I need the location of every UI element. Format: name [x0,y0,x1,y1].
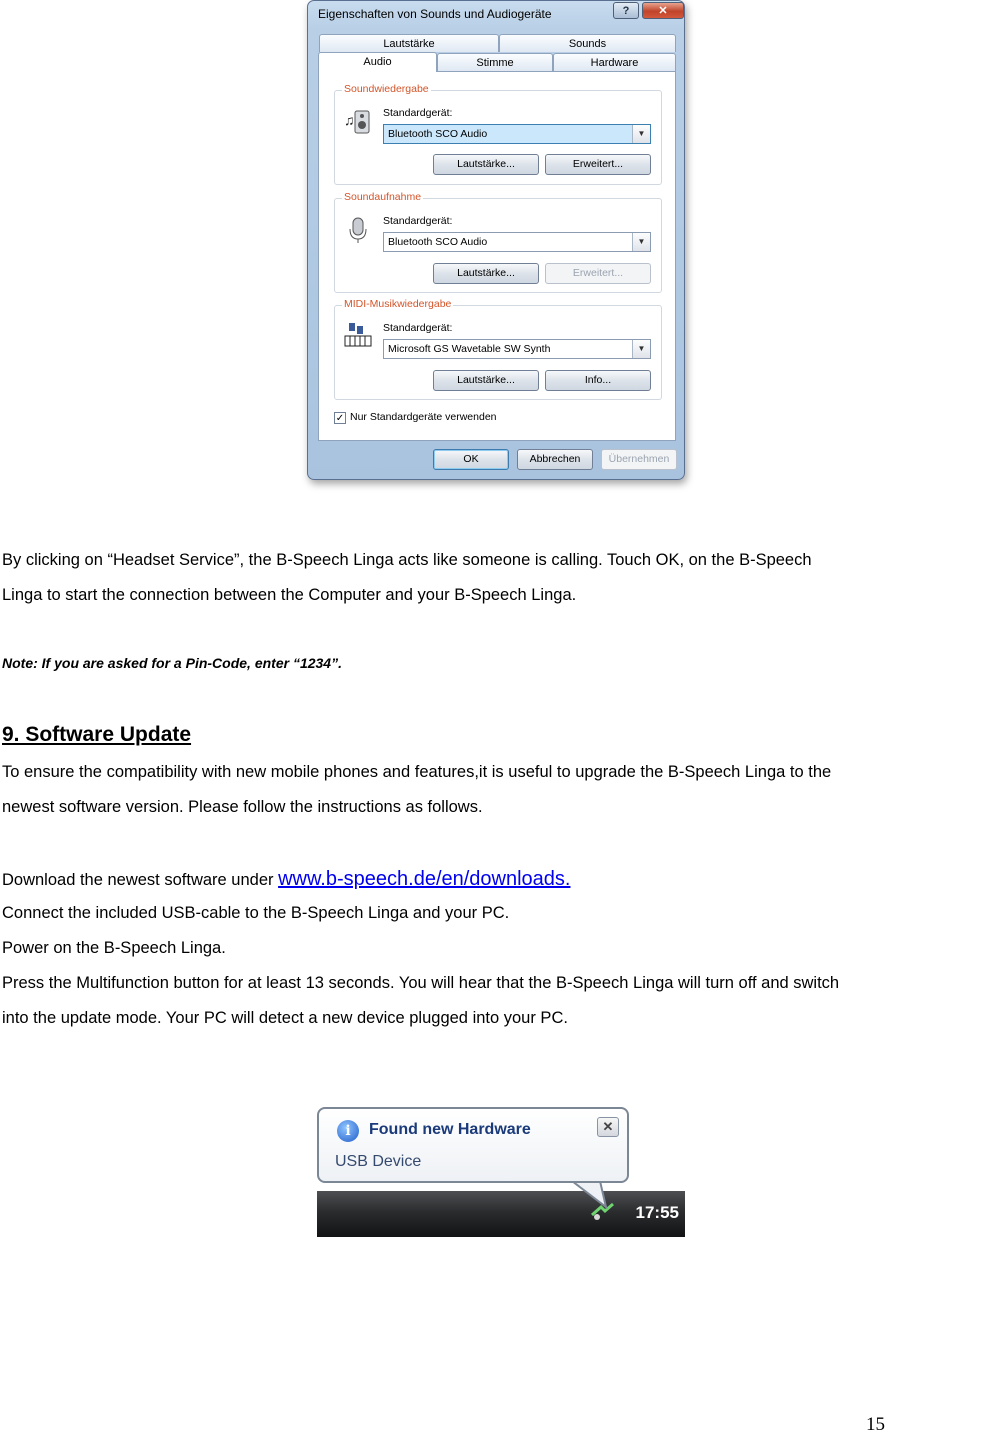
taskbar [317,1191,685,1237]
cancel-button[interactable]: Abbrechen [517,449,593,470]
download-line [2,862,570,898]
taskbar-clock: 17:55 [635,1203,679,1222]
found-hardware-notification [317,1107,685,1237]
chevron-down-icon: ▼ [632,340,650,358]
audio-tab-panel [318,71,676,441]
group-soundwiedergabe [334,83,662,185]
recording-device-select[interactable] [383,232,651,252]
midi-volume-button[interactable]: Lautstärke... [433,370,539,391]
pin-code-note: Note: If you are asked for a Pin-Code, enter “1234”. [2,655,342,671]
paragraph-1-line-2: Linga to start the connection between the Computer and your B-Speech Linga. [2,586,577,604]
group-midi [334,298,662,400]
playback-volume-button[interactable]: Lautstärke... [433,154,539,175]
standard-device-label: Standardgerät: [383,322,453,334]
apply-button: Übernehmen [601,449,677,470]
microphone-icon [343,215,373,245]
section-heading: 9. Software Update [2,723,192,746]
bubble-pointer [572,1179,612,1209]
paragraph-1-line-1: By clicking on “Headset Service”, the B-Speech Linga acts like someone is calling. Touch OK, on the B-Speech [2,551,812,569]
step-press-button-line-1: Press the Multifunction button for at least 13 seconds. You will hear that the B-Speech Linga will turn off and switch [2,974,840,992]
notification-title: Found new Hardware [369,1121,531,1138]
playback-advanced-button[interactable]: Erweitert... [545,154,651,175]
download-link[interactable]: www.b-speech.de/en/downloads. [278,868,571,890]
close-icon[interactable]: ✕ [597,1117,619,1137]
notification-bubble[interactable] [317,1107,629,1183]
group-soundaufnahme [334,191,662,293]
playback-device-select[interactable] [383,124,651,144]
paragraph-2-line-2: newest software version. Please follow the instructions as follows. [2,798,483,816]
default-devices-checkbox[interactable]: ✓ [335,413,345,424]
page-number: 15 [866,1414,885,1435]
info-icon: i [337,1120,359,1142]
default-devices-checkbox-label: Nur Standardgeräte verwenden [350,411,497,423]
standard-device-label: Standardgerät: [383,107,453,119]
download-prefix: Download the newest software under [2,871,279,889]
speaker-icon [343,107,373,137]
group-legend: Soundaufnahme [344,191,422,203]
step-connect-usb: Connect the included USB-cable to the B-Speech Linga and your PC. [2,904,510,922]
standard-device-label: Standardgerät: [383,215,453,227]
dialog-title: Eigenschaften von Sounds und Audiogeräte [318,7,552,21]
recording-device-value: Bluetooth SCO Audio [388,236,488,248]
paragraph-2-line-1: To ensure the compatibility with new mobile phones and features,it is useful to upgrade the B-Speech Linga to the [2,763,832,781]
tab-hardware[interactable]: Hardware [553,53,676,71]
recording-volume-button[interactable]: Lautstärke... [433,263,539,284]
tab-lautstaerke[interactable]: Lautstärke [319,34,499,52]
group-legend: MIDI-Musikwiedergabe [344,298,452,310]
recording-advanced-button: Erweitert... [545,263,651,284]
tab-audio[interactable]: Audio [318,52,437,72]
midi-device-value: Microsoft GS Wavetable SW Synth [388,343,551,355]
ok-button[interactable]: OK [433,449,509,470]
svg-text:♫: ♫ [344,112,355,128]
step-power-on: Power on the B-Speech Linga. [2,939,226,957]
chevron-down-icon: ▼ [632,233,650,251]
midi-device-select[interactable] [383,339,651,359]
notification-body: USB Device [335,1153,422,1170]
midi-keyboard-icon [343,320,373,350]
step-press-button-line-2: into the update mode. Your PC will detect a new device plugged into your PC. [2,1009,568,1027]
tab-sounds[interactable]: Sounds [499,34,676,52]
chevron-down-icon: ▼ [632,125,650,143]
help-button[interactable]: ? [613,2,639,19]
group-legend: Soundwiedergabe [344,83,429,95]
sound-properties-dialog [307,0,685,480]
playback-device-value: Bluetooth SCO Audio [388,128,488,140]
close-button[interactable]: ✕ [642,2,684,19]
tab-stimme[interactable]: Stimme [437,53,553,71]
midi-info-button[interactable]: Info... [545,370,651,391]
